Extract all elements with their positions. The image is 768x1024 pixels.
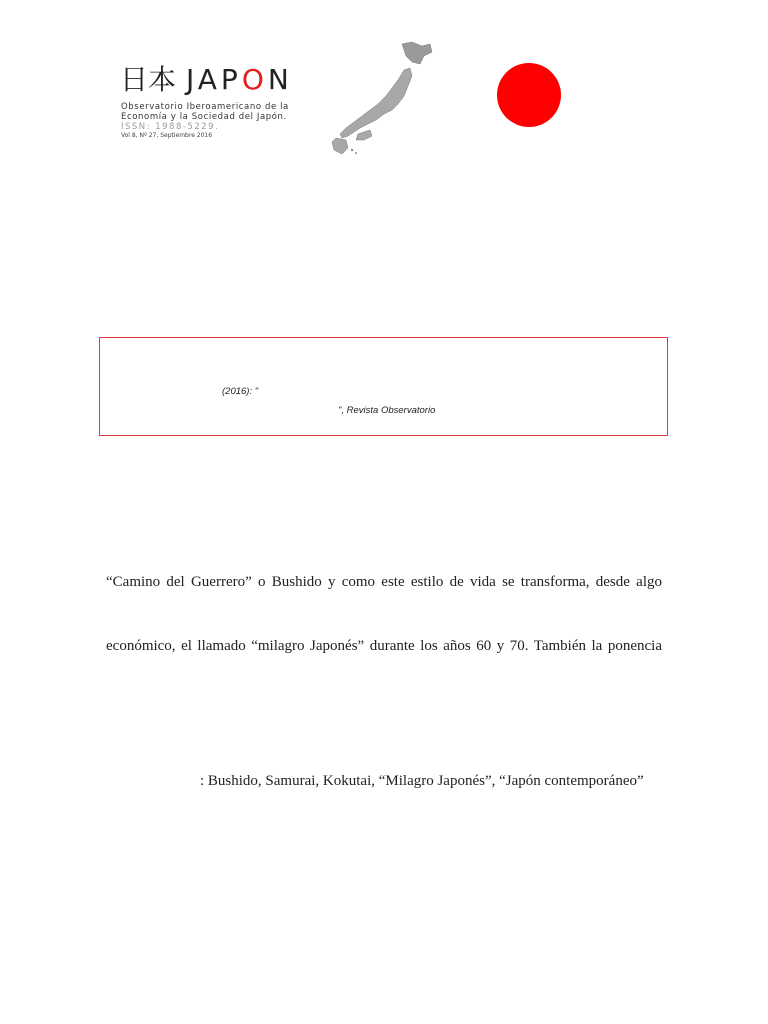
logo-word-a: JAP [186,63,242,96]
citation-box [99,337,668,436]
logo-kanji: 日本 [120,63,177,96]
volume-info: Vol 8, Nº 27, Septiembre 2016 [121,132,213,139]
subtitle-line-2: Economía y la Sociedad del Japón. [121,112,287,122]
subtitle-line-1: Observatorio Iberoamericano de la [121,102,289,112]
body-text-line-2: económico, el llamado “milagro Japonés” durante los años 60 y 70. También la ponencia [106,638,662,654]
logo-word-n: N [267,63,293,96]
japan-map-icon [330,40,435,155]
journal-header [0,0,768,170]
journal-logo [120,58,293,98]
issn: ISSN: 1988-5229. [121,122,220,132]
citation-line-1: (2016): " [222,386,259,397]
rising-sun-circle [497,63,561,127]
journal-subtitle [121,102,289,140]
logo-word-o: O [241,63,268,96]
body-text-line-1: “Camino del Guerrero” o Bushido y como este estilo de vida se transforma, desde algo [106,574,662,590]
citation-line-2: ", Revista Observatorio [338,405,436,416]
keywords-line: : Bushido, Samurai, Kokutai, “Milagro Japonés”, “Japón contemporáneo” [200,773,644,789]
